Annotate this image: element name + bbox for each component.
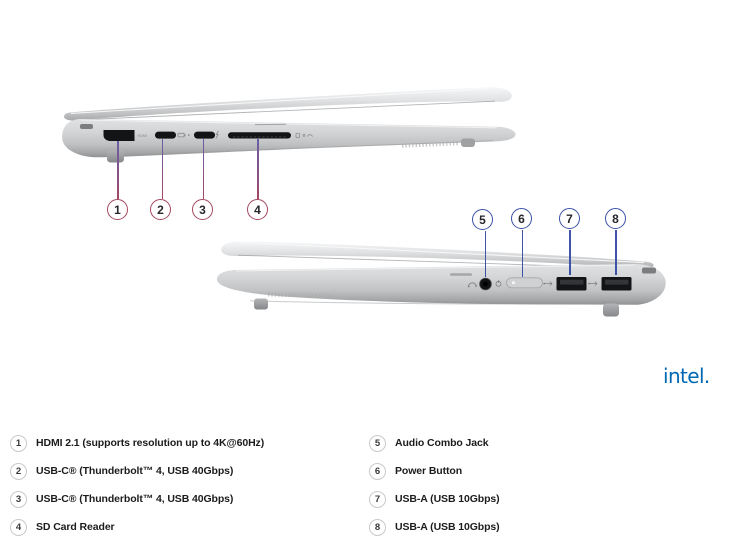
legend-label-2: USB-C® (Thunderbolt™ 4, USB 40Gbps) — [36, 465, 234, 477]
legend-label-3: USB-C® (Thunderbolt™ 4, USB 40Gbps) — [36, 493, 234, 505]
leader-line-3 — [203, 139, 205, 199]
legend-row-6 — [369, 457, 500, 485]
callout-marker-7: 7 — [559, 208, 580, 229]
callout-marker-1: 1 — [107, 199, 128, 220]
legend-left-column — [10, 429, 264, 541]
laptop-left-side-view — [62, 87, 515, 162]
leader-line-4 — [257, 139, 259, 199]
callout-marker-2: 2 — [150, 199, 171, 220]
legend-number-7: 7 — [369, 491, 386, 508]
leader-line-2 — [162, 139, 164, 199]
legend-number-3: 3 — [10, 491, 27, 508]
legend-row-7 — [369, 485, 500, 513]
legend-row-3 — [10, 485, 264, 513]
leader-line-7 — [569, 230, 571, 275]
usb-c-port-1 — [155, 132, 176, 139]
laptop-right-front-foot — [254, 299, 268, 310]
leader-line-5 — [485, 231, 487, 277]
legend-label-4: SD Card Reader — [36, 521, 115, 533]
intel-logo: intel. — [663, 364, 710, 388]
legend-row-4 — [10, 513, 264, 541]
legend-number-2: 2 — [10, 463, 27, 480]
callout-marker-4: 4 — [247, 199, 268, 220]
laptop-right-side-view — [217, 241, 666, 316]
legend-number-4: 4 — [10, 519, 27, 536]
callout-marker-3: 3 — [192, 199, 213, 220]
leader-line-8 — [615, 230, 617, 275]
deck-slot — [450, 273, 472, 276]
usb-c-port-2 — [194, 132, 215, 139]
power-button — [507, 278, 543, 288]
hdmi-port-label: HDMI — [137, 134, 148, 138]
legend-right-column — [369, 429, 500, 541]
laptop-left-front-foot — [461, 139, 475, 148]
legend-number-5: 5 — [369, 435, 386, 452]
laptop-left-rear-foot — [107, 151, 124, 163]
callout-marker-8: 8 — [605, 208, 626, 229]
legend-label-1: HDMI 2.1 (supports resolution up to 4K@60Hz) — [36, 437, 265, 449]
callout-marker-6: 6 — [511, 208, 532, 229]
legend-number-8: 8 — [369, 519, 386, 536]
legend-number-1: 1 — [10, 435, 27, 452]
legend-row-8 — [369, 513, 500, 541]
legend-label-6: Power Button — [395, 465, 463, 477]
callout-marker-5: 5 — [472, 209, 493, 230]
legend-row-5 — [369, 429, 500, 457]
laptop-left-lid — [64, 87, 512, 120]
legend-label-5: Audio Combo Jack — [395, 437, 489, 449]
sd-card-slot — [228, 132, 291, 138]
laptop-right-hinge-notch — [642, 268, 656, 274]
legend-label-7: USB-A (USB 10Gbps) — [395, 493, 500, 505]
laptop-left-hinge-notch — [80, 124, 93, 129]
leader-line-1 — [117, 141, 119, 199]
laptop-right-rear-foot — [603, 304, 619, 317]
legend-row-1 — [10, 429, 264, 457]
legend-label-8: USB-A (USB 10Gbps) — [395, 521, 500, 533]
leader-line-6 — [522, 230, 524, 277]
hdmi-port — [104, 130, 135, 141]
legend-row-2 — [10, 457, 264, 485]
legend-number-6: 6 — [369, 463, 386, 480]
